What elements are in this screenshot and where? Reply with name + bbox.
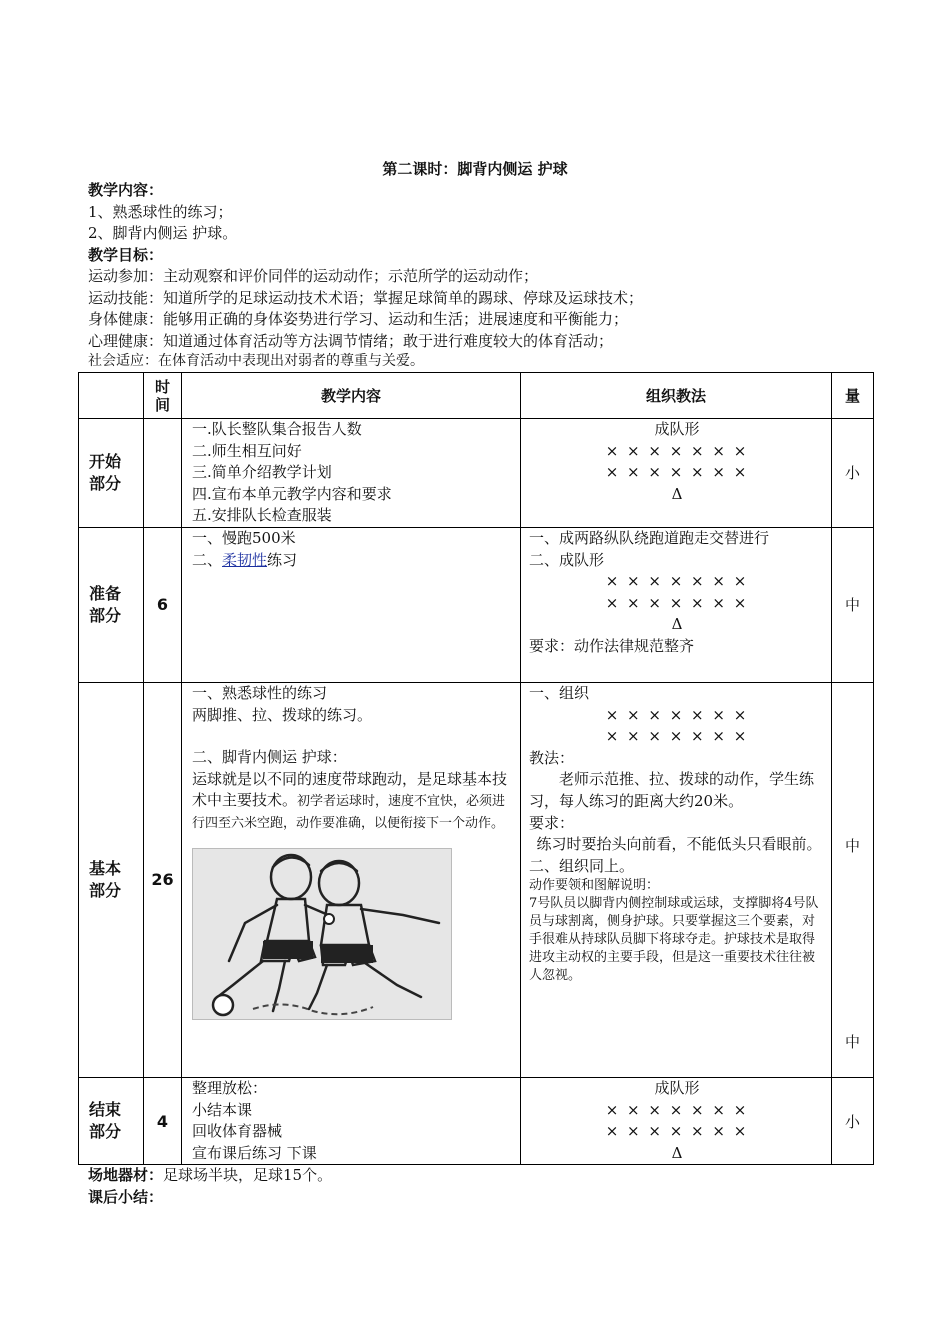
summary-label: 课后小结： bbox=[88, 1188, 164, 1206]
org-paragraph: 练习时要抬头向前看，不能低头只看眼前。 bbox=[536, 835, 822, 854]
org-line: 二、组织同上。 bbox=[529, 856, 635, 875]
org-note-title: 动作要领和图解说明： bbox=[529, 878, 660, 894]
content-line: 一、慢跑500米 bbox=[192, 528, 296, 547]
section-organization bbox=[521, 527, 832, 682]
formation-row: × × × × × × × bbox=[605, 441, 749, 460]
table-row bbox=[79, 527, 874, 682]
section-content bbox=[182, 682, 521, 1077]
table-row bbox=[79, 682, 874, 1077]
goals-heading: 教学目标： bbox=[88, 245, 164, 264]
goal-item: 身体健康：能够用正确的身体姿势进行学习、运动和生活；进展速度和平衡能力； bbox=[88, 310, 629, 328]
formation-row: × × × × × × × bbox=[605, 727, 749, 746]
amount-value: 中 bbox=[844, 1032, 860, 1051]
content-item: 2、脚背内侧运 护球。 bbox=[88, 224, 238, 242]
content-line: 整理放松： bbox=[192, 1078, 268, 1097]
formation-row: × × × × × × × bbox=[605, 705, 749, 724]
formation-row: × × × × × × × bbox=[605, 1100, 749, 1119]
section-amount: 中 bbox=[832, 527, 874, 682]
section-content bbox=[182, 527, 521, 682]
content-paragraph: 运球就是以不同的速度带球跑动，是足球基本技术中主要技术。初学者运球时，速度不宜快，必须进行四至六米空跑，动作要准确，以便衔接下一个动作。 bbox=[192, 769, 508, 831]
org-line: 一、组织 bbox=[529, 683, 590, 702]
section-label: 开始部分 bbox=[79, 419, 144, 528]
teacher-marker: Δ bbox=[671, 1143, 683, 1162]
section-organization bbox=[521, 1077, 832, 1164]
lesson-table bbox=[78, 372, 874, 1165]
formation-row: × × × × × × × bbox=[605, 593, 749, 612]
content-item: 1、熟悉球性的练习； bbox=[88, 202, 233, 221]
content-line: 宣布课后练习 下课 bbox=[192, 1143, 317, 1162]
section-organization bbox=[521, 419, 832, 528]
flexibility-link[interactable]: 柔韧性 bbox=[222, 550, 268, 569]
table-row bbox=[79, 1077, 874, 1164]
intro-section bbox=[88, 180, 878, 370]
org-line: 二、成队形 bbox=[529, 550, 605, 569]
amount-value: 中 bbox=[844, 836, 860, 855]
content-line: 小结本课 bbox=[192, 1100, 253, 1119]
header-content: 教学内容 bbox=[182, 373, 521, 419]
formation-title: 成队形 bbox=[654, 420, 700, 438]
section-label: 准备部分 bbox=[79, 527, 144, 682]
content-line: 回收体育器械 bbox=[192, 1122, 283, 1141]
content-line: 一.队长整队集合报告人数 bbox=[192, 420, 362, 438]
dribbling-illustration bbox=[192, 848, 452, 1020]
page-title: 第二课时：脚背内侧运 护球 bbox=[382, 160, 568, 178]
content-line: 二、柔韧性练习 bbox=[192, 550, 298, 569]
content-line: 五.安排队长检查服装 bbox=[192, 506, 332, 525]
equipment-line: 场地器材：足球场半块，足球15个。 bbox=[88, 1166, 333, 1184]
section-time: 4 bbox=[144, 1077, 182, 1164]
header-org: 组织教法 bbox=[521, 373, 832, 419]
two-players-dribbling-image bbox=[193, 849, 451, 1019]
table-header-row bbox=[79, 373, 874, 419]
formation-title: 成队形 bbox=[654, 1078, 700, 1097]
content-line: 两脚推、拉、拨球的练习。 bbox=[192, 705, 373, 724]
formation-row: × × × × × × × bbox=[605, 463, 749, 482]
org-requirement: 要求：动作法律规范整齐 bbox=[529, 636, 695, 655]
table-row bbox=[79, 419, 874, 528]
section-time bbox=[144, 419, 182, 528]
content-heading: 教学内容： bbox=[88, 181, 164, 199]
teacher-marker: Δ bbox=[671, 484, 683, 503]
goal-item: 心理健康：知道通过体育活动等方法调节情绪；敢于进行难度较大的体育活动； bbox=[88, 331, 614, 350]
section-organization bbox=[521, 682, 832, 1077]
goal-item: 运动参加：主动观察和评价同伴的运动动作；示范所学的运动动作； bbox=[88, 267, 539, 285]
content-line: 四.宣布本单元教学内容和要求 bbox=[192, 484, 392, 503]
org-note: 7号队员以脚背内侧控制球或运球，支撑脚将4号队员与球割离，侧身护球。只要掌握这三个要素，对手很难从持球队员脚下将球夺走。护球技术是取得进攻主动权的主要手段，但是这一重要技术往往被人忽视。 bbox=[529, 896, 819, 984]
org-line: 教法： bbox=[529, 748, 575, 767]
content-line: 二、脚背内侧运 护球： bbox=[192, 748, 347, 767]
formation-row: × × × × × × × bbox=[605, 1122, 749, 1141]
goal-item: 社会适应：在体育活动中表现出对弱者的尊重与关爱。 bbox=[88, 353, 424, 369]
section-time: 26 bbox=[144, 682, 182, 1077]
header-time: 时间 bbox=[144, 373, 182, 419]
section-amount bbox=[832, 682, 874, 1077]
content-line: 一、熟悉球性的练习 bbox=[192, 683, 328, 702]
org-line: 一、成两路纵队绕跑道跑走交替进行 bbox=[529, 528, 770, 547]
footer-section bbox=[88, 1164, 332, 1208]
teacher-marker: Δ bbox=[671, 615, 683, 634]
goal-item: 运动技能：知道所学的足球运动技术术语；掌握足球简单的踢球、停球及运球技术； bbox=[88, 288, 644, 307]
content-line: 三.简单介绍教学计划 bbox=[192, 463, 332, 482]
section-label: 结束部分 bbox=[79, 1077, 144, 1164]
content-line: 二.师生相互问好 bbox=[192, 441, 302, 460]
org-line: 要求： bbox=[529, 813, 575, 832]
section-time: 6 bbox=[144, 527, 182, 682]
org-paragraph: 老师示范推、拉、拨球的动作，学生练习，每人练习的距离大约20米。 bbox=[529, 770, 815, 810]
section-content bbox=[182, 1077, 521, 1164]
section-label: 基本部分 bbox=[79, 682, 144, 1077]
header-section bbox=[79, 373, 144, 419]
header-amount: 量 bbox=[832, 373, 874, 419]
section-amount: 小 bbox=[832, 419, 874, 528]
formation-row: × × × × × × × bbox=[605, 572, 749, 591]
section-amount: 小 bbox=[832, 1077, 874, 1164]
section-content bbox=[182, 419, 521, 528]
